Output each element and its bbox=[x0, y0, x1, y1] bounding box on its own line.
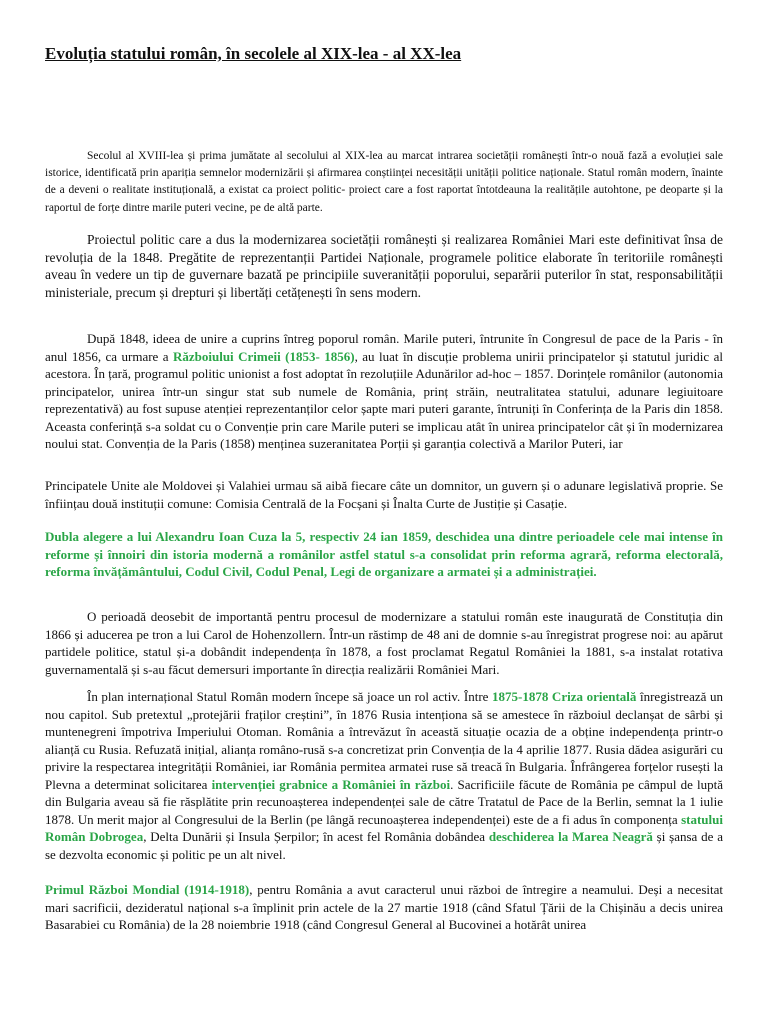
highlight-black-sea: deschiderea la Marea Neagră bbox=[488, 829, 653, 844]
highlight-crimean-war: Războiului Crimeii (1853- 1856) bbox=[172, 348, 355, 364]
paragraph-constitution-1866: O perioadă deosebit de importantă pentru procesul de modernizare a statului român este inaugurată de Constituția din 1866 și aducerea pe tron a lui Carol de Hohenzollern. Într-un răstimp de 48 ani de domnie s-au înregistrat progrese noi: au apărut partidele politice, statul și-a dobândit independența în 1878, a fost proclamat Regatul României la 1881, s-a instalat rotativa guvernamentală și s-au făcut demersuri importante în direcția realizării României Mari. bbox=[45, 609, 723, 677]
paragraph-united-principalities: Principatele Unite ale Moldovei și Valahiei urmau să aibă fiecare câte un domnitor, un guvern și o adunare legislativă proprie. Se înființau două instituții comune: Comisia Centrală de la Focșani și Înalta Curte de Justiție și Casație. bbox=[45, 478, 723, 511]
highlight-ww1: Primul Război Mondial (1914-1918) bbox=[45, 882, 250, 897]
highlight-dobrogea: statului Român Dobrogea bbox=[45, 811, 723, 844]
highlight-intervention: intervenției grabnice a României în război bbox=[211, 776, 451, 792]
paragraph-political-project: Proiectul politic care a dus la modernizarea societății românești și realizarea României Mari este definitivat însa de revoluția de la 1848. Pregătite de reprezentanții Partidei Naționale, programele politice elaborate în teritoriile românești aveau în vedere un tip de guvernare bazată pe principiile suveranității poporului, separării puterilor în stat, responsabilității ministeriale, precum și drepturi și libertăți cetățenești în sens modern. bbox=[45, 232, 723, 300]
highlight-eastern-crisis: 1875-1878 Criza orientală bbox=[492, 689, 637, 704]
text-run: înregistrează un nou capitol. Sub pretextul „protejării fraților creștini”, în 1876 Rusia intenționa să se amestece în războiul declanșat de sârbi și muntenegreni împotriva Imperiului Otoman. România a întrevăzut în această situație ocazia de a obține independența printr-o alianță cu Rusia. Refuzată inițial, alianța româno-rusă s-a concretizat prin Convenția de la 4 aprilie 1877. Rusia dădea asigurări cu privire la respectarea integrității României, iar România permitea armatei ruse să treacă în Bulgaria. Înfrângerea forțelor rusești la Plevna a determinat solicitarea bbox=[45, 689, 723, 792]
document-title: Evoluția statului român, în secolele al XIX-lea - al XX-lea bbox=[45, 44, 462, 63]
text-run: , pentru România a avut caracterul unui război de întregire a neamului. Deși a necesitat mari sacrificii, dezideratul național s-a împlinit prin actele de la 27 martie 1918 (când Sfatul Țării de la Chișinău a decis unirea Basarabiei cu România) de la 28 noiembrie 1918 (când Congresul General al Bucovinei a hotărât unirea bbox=[45, 882, 723, 932]
paragraph-world-war-one bbox=[45, 881, 723, 934]
paragraph-cuza-highlight: Dubla alegere a lui Alexandru Ioan Cuza la 5, respectiv 24 ian 1859, deschidea una dintre perioadele cele mai intense în reforme și înnoiri din istoria modernă a românilor astfel statul s-a consolidat prin reforma agrară, reforma electorală, reforma învățământului, Codul Civil, Codul Penal, Legi de organizare a armatei și a administrației. bbox=[45, 529, 723, 579]
paragraph-after-1848 bbox=[45, 330, 723, 453]
text-run: După 1848, ideea de unire a cuprins întreg poporul român. Marile puteri, întrunite în Congresul de pace de la Paris - în anul 1856, ca urmare a bbox=[45, 331, 723, 364]
paragraph-international bbox=[45, 688, 723, 863]
text-run: , au luat în discuție problema unirii principatelor și statutul juridic al acestora. În țară, programul politic unionist a fost adoptat în rezoluțiile Adunărilor ad-hoc – 1857. Dorințele românilor (autonomia principatelor, unirea într-un singur stat sub numele de România, prinț străin, neutralitatea statului, adunare legiuitoare reprezentativă) au fost supuse atenției reprezentanților celor șapte mari puteri garante, întruniți în Conferința de la Paris din 1858. Aceasta conferință s-a soldat cu o Convenție prin care Marile puteri se implicau atât în unirea principatelor cât și în modernizarea noului stat. Convenția de la Paris (1858) menținea suzeranitatea Porții și garanția colectivă a Marilor Puteri, iar bbox=[45, 348, 723, 451]
paragraph-intro: Secolul al XVIII-lea și prima jumătate al secolului al XIX-lea au marcat intrarea societății românești într-o nouă fază a evoluției sale istorice, identificată prin apariția semnelor modernizării și afirmarea conștiinței necesității unității politice naționale. Statul român modern, înainte de a deveni o realitate instituțională, a existat ca proiect politic- proiect care a fost raportat întotdeauna la realitățile autohtone, pe deoparte și la raportul de forțe dintre marile puteri vecine, pe de altă parte. bbox=[45, 150, 723, 214]
text-run: . Sacrificiile făcute de România pe câmpul de luptă din Bulgaria aveau să fie răsplătite prin recunoașterea independenței sale de către Tratatul de Pace de la Berlin, semnat la 1 iulie 1878. Un merit major al Congresului de la Berlin (pe lângă recunoașterea independenței) este de a fi adus în componența bbox=[45, 776, 723, 827]
text-run: În plan internațional Statul Român modern începe să joace un rol activ. Între bbox=[87, 689, 493, 704]
text-run: și șansa de a se dezvolta economic și politic pe un alt nivel. bbox=[45, 829, 724, 862]
text-run: , Delta Dunării și Insula Șerpilor; în acest fel România dobândea bbox=[143, 829, 489, 844]
